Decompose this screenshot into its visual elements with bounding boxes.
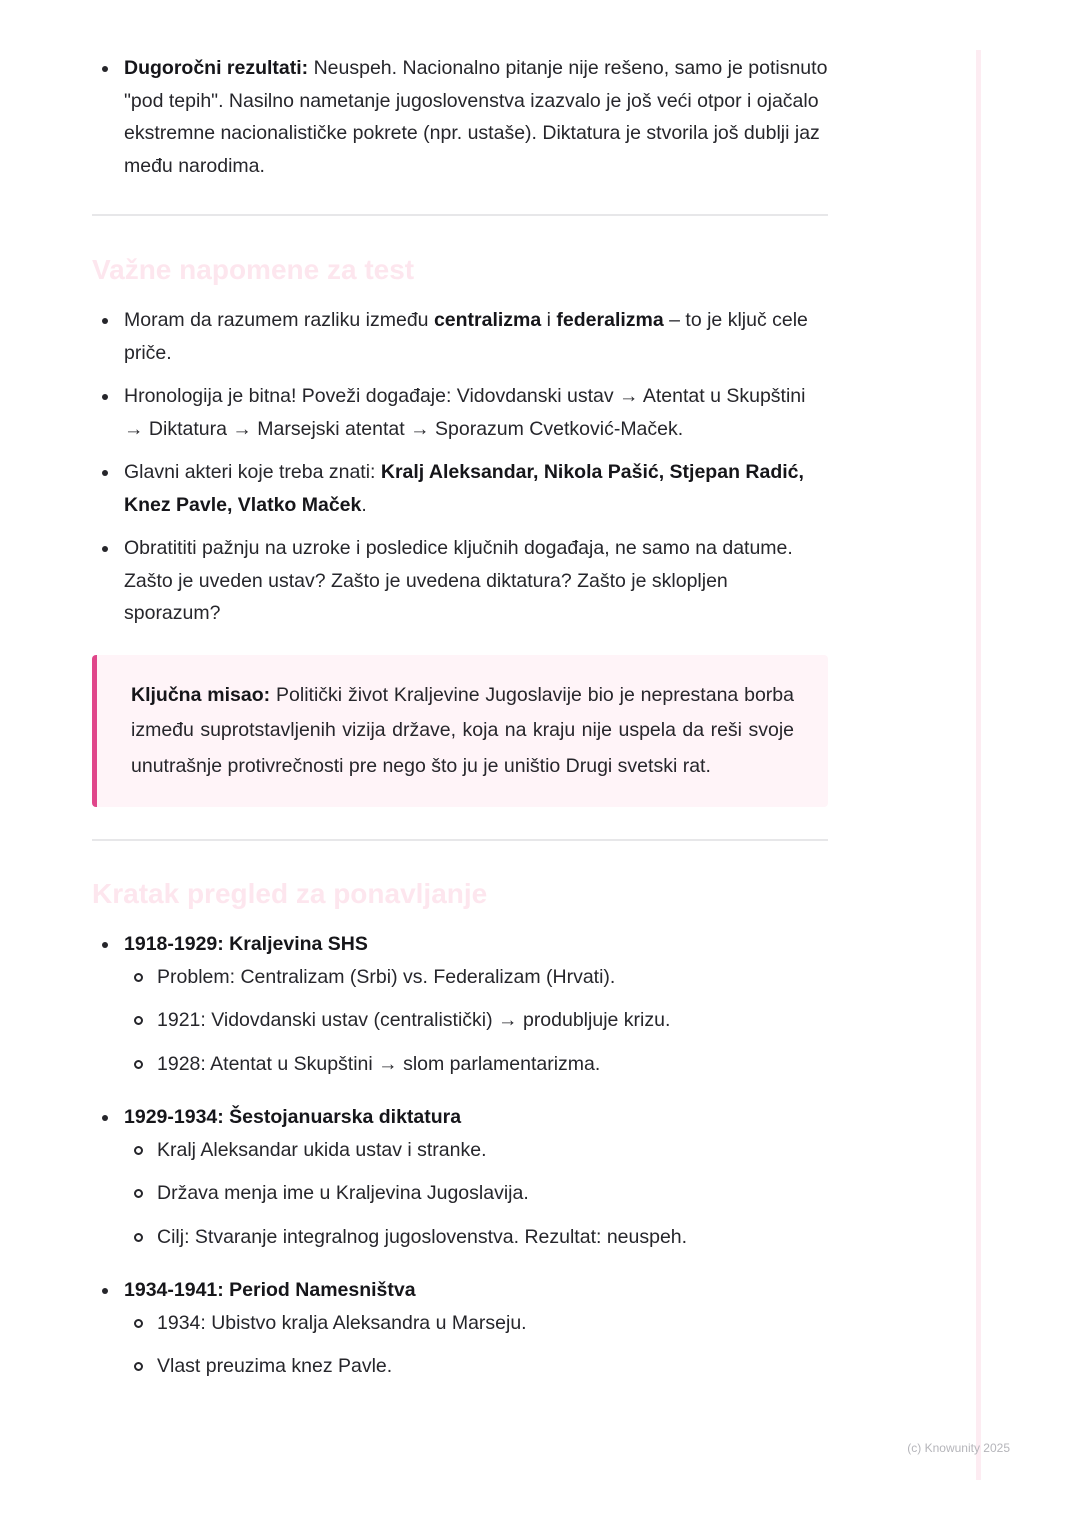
list-item <box>92 456 828 521</box>
sub-item: Vlast preuzima knez Pavle. <box>124 1350 828 1383</box>
period-item <box>92 1274 828 1383</box>
item-text: Moram da razumem razliku između <box>124 309 434 331</box>
review-list <box>92 928 828 1383</box>
period-heading: 1934-1941: Period Namesništva <box>124 1279 416 1301</box>
period-heading: 1918-1929: Kraljevina SHS <box>124 933 368 955</box>
period-sublist <box>124 1134 828 1254</box>
sub-item: Problem: Centralizam (Srbi) vs. Federalizam (Hrvati). <box>124 961 828 994</box>
period-heading: 1929-1934: Šestojanuarska diktatura <box>124 1106 462 1128</box>
sub-item: 1934: Ubistvo kralja Aleksandra u Marseju. <box>124 1307 828 1340</box>
margin-rule <box>976 50 981 1480</box>
period-sublist <box>124 961 828 1081</box>
list-item <box>92 380 828 445</box>
callout-label: Ključna misao: <box>131 683 271 706</box>
list-item <box>92 304 828 369</box>
section-title-review: Kratak pregled za ponavljanje <box>92 878 488 909</box>
period-item <box>92 1101 828 1253</box>
item-text: Neuspeh. Nacionalno pitanje nije rešeno, samo je potisnuto "pod tepih". Nasilno nametanje jugoslovenstva izazvalo je još veći otpor i ojačalo ekstremne nacionalističke pokrete (npr. ustaše). Diktatura je stvorila još dublji jaz među narodima. <box>124 57 828 177</box>
sub-item: 1928: Atentat u Skupštini → slom parlamentarizma. <box>124 1048 828 1081</box>
notes-list <box>92 304 828 630</box>
item-text: Glavni akteri koje treba znati: <box>124 461 381 483</box>
document-content <box>92 0 828 1383</box>
item-bold: Kralj Aleksandar, Nikola Pašić, Stjepan Radić, Knez Pavle, Vlatko Maček <box>124 461 804 516</box>
list-item <box>92 532 828 630</box>
item-label: Dugoročni rezultati: <box>124 57 309 79</box>
section-divider <box>92 214 828 216</box>
period-item <box>92 928 828 1080</box>
item-bold: federalizma <box>556 309 664 331</box>
sub-item: Cilj: Stvaranje integralnog jugoslovenstva. Rezultat: neuspeh. <box>124 1221 828 1254</box>
item-text: i <box>541 309 557 331</box>
sub-item: Država menja ime u Kraljevina Jugoslavija. <box>124 1177 828 1210</box>
item-text: – to je ključ cele priče. <box>124 309 808 364</box>
callout-text: Politički život Kraljevine Jugoslavije bio je neprestana borba između suprotstavljenih vizija države, koja na kraju nije uspela da reši svoje unutrašnje protivrečnosti pre nego što ju je uništio Drugi svetski rat. <box>131 683 794 777</box>
period-sublist <box>124 1307 828 1383</box>
sub-item: Kralj Aleksandar ukida ustav i stranke. <box>124 1134 828 1167</box>
list-item <box>92 52 828 182</box>
item-bold: centralizma <box>433 309 542 331</box>
sub-item: 1921: Vidovdanski ustav (centralistički) → produbljuje krizu. <box>124 1004 828 1037</box>
footer-copyright: (c) Knowunity 2025 <box>907 1441 1010 1455</box>
key-thought-callout <box>92 655 828 808</box>
item-text: Obratititi pažnju na uzroke i posledice ključnih događaja, ne samo na datume. Zašto je uveden ustav? Zašto je uvedena diktatura? Zašto je sklopljen sporazum? <box>124 537 793 624</box>
section-divider <box>92 839 828 841</box>
outcome-list <box>92 52 828 182</box>
section-title-notes: Važne napomene za test <box>92 254 415 285</box>
item-text: Hronologija je bitna! Poveži događaje: Vidovdanski ustav → Atentat u Skupštini → Diktatura → Marsejski atentat → Sporazum Cvetković-Maček. <box>124 385 806 440</box>
item-text: . <box>361 493 367 516</box>
